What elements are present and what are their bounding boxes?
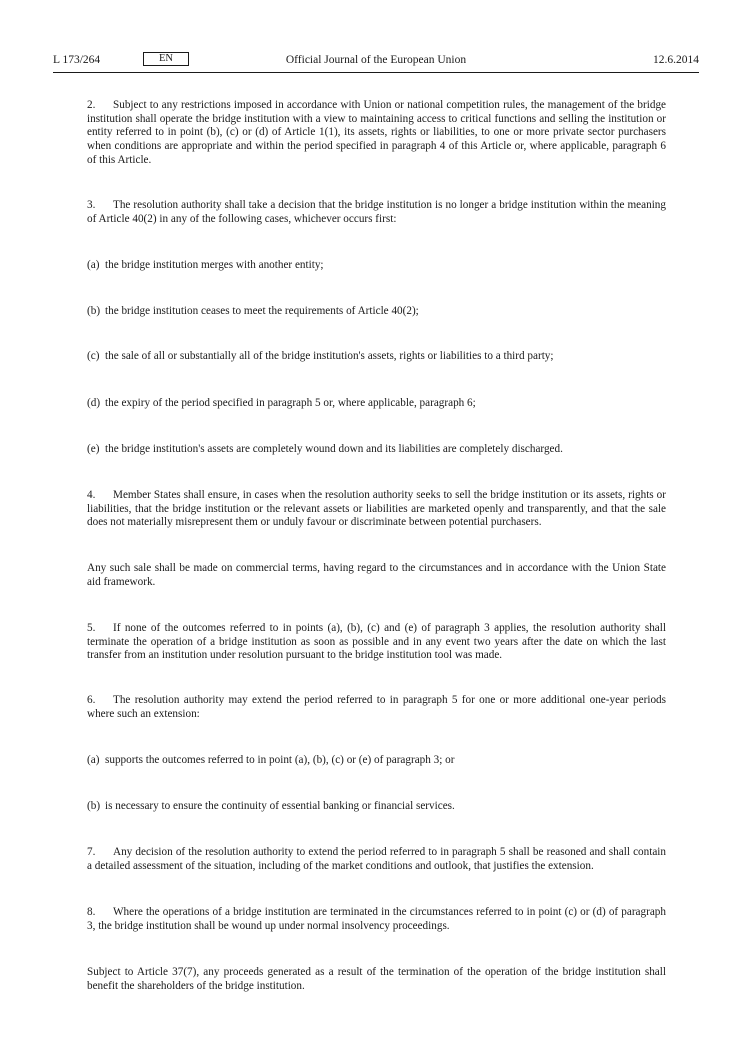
list-item-3d [87,397,666,411]
paragraph-text: If none of the outcomes referred to in points (a), (b), (c) and (e) of paragraph 3 applies, the resolution authority shall terminate the operation of a bridge institution as soon as possible and in any event two years after the date on which the last transfer from an institution under resolution pursuant to the bridge institution tool was made. [87,622,666,662]
list-item-3b [87,305,666,319]
item-label: (a) [87,259,100,271]
item-text: the expiry of the period specified in paragraph 5 or, where applicable, paragraph 6; [105,397,476,409]
paragraph-4-continued [87,562,666,589]
item-label: (b) [87,305,101,317]
item-label: (d) [87,397,101,409]
list-item-6a [87,754,666,768]
paragraph-number: 4. [87,489,96,501]
paragraph-6 [87,694,666,721]
paragraph-number: 5. [87,622,96,634]
item-text: the sale of all or substantially all of the bridge institution's assets, rights or liabilities to a third party; [105,350,554,362]
item-label: (c) [87,350,100,362]
list-item-3e [87,443,666,457]
paragraph-5 [87,622,666,663]
paragraph-3 [87,199,666,226]
paragraph-2 [87,99,666,168]
paragraph-8 [87,906,666,933]
paragraph-4 [87,489,666,530]
paragraph-7 [87,846,666,873]
paragraph-text: Subject to any restrictions imposed in accordance with Union or national competition rules, the management of the bridge institution shall operate the bridge institution with a view to maintaining access to critical functions and selling the institution or entity referred to in point (b), (c) or (d) of Article 1(1), its assets, rights or liabilities, to one or more private sector purchasers when conditions are appropriate and within the period specified in paragraph 4 of this Article or, where applicable, paragraph 6 of this Article. [87,99,666,166]
item-text: the bridge institution's assets are completely wound down and its liabilities are completely discharged. [105,443,563,455]
paragraph-text: The resolution authority may extend the period referred to in paragraph 5 for one or more additional one-year periods where such an extension: [87,694,666,720]
header-divider [53,72,699,73]
item-text: the bridge institution ceases to meet the requirements of Article 40(2); [105,305,419,317]
page-header [53,52,699,72]
paragraph-text: Where the operations of a bridge institution are terminated in the circumstances referred to in point (c) or (d) of paragraph 3, the bridge institution shall be wound up under normal insolvency proceedings. [87,906,666,932]
paragraph-number: 8. [87,906,96,918]
paragraph-text: Any such sale shall be made on commercial terms, having regard to the circumstances and in accordance with the Union State aid framework. [87,562,666,588]
item-text: supports the outcomes referred to in point (a), (b), (c) or (e) of paragraph 3; or [105,754,455,766]
journal-title: Official Journal of the European Union [285,54,467,66]
paragraph-text: Member States shall ensure, in cases when the resolution authority seeks to sell the bridge institution or its assets, rights or liabilities, that the bridge institution or the relevant assets or liabilities are marketed openly and transparently, and that the sale does not materially misrepresent them or unduly favour or discriminate between potential purchasers. [87,489,666,529]
language-badge: EN [143,52,189,66]
paragraph-text: Subject to Article 37(7), any proceeds generated as a result of the termination of the operation of the bridge institution shall benefit the shareholders of the bridge institution. [87,966,666,992]
paragraph-text: The resolution authority shall take a decision that the bridge institution is no longer a bridge institution within the meaning of Article 40(2) in any of the following cases, whichever occurs first: [87,199,666,225]
paragraph-number: 3. [87,199,96,211]
list-item-6b [87,800,666,814]
paragraph-8-continued [87,966,666,993]
item-label: (a) [87,754,100,766]
paragraph-number: 7. [87,846,96,858]
paragraph-number: 2. [87,99,96,111]
item-text: is necessary to ensure the continuity of essential banking or financial services. [105,800,455,812]
item-text: the bridge institution merges with another entity; [105,259,324,271]
paragraph-text: Any decision of the resolution authority to extend the period referred to in paragraph 5 shall be reasoned and shall contain a detailed assessment of the situation, including of the market conditions and outlook, that justifies the extension. [87,846,666,872]
publication-date: 12.6.2014 [653,54,699,66]
item-label: (b) [87,800,101,812]
list-item-3a [87,259,666,273]
list-item-3c [87,350,666,364]
journal-reference: L 173/264 [53,54,101,66]
item-label: (e) [87,443,100,455]
paragraph-number: 6. [87,694,96,706]
